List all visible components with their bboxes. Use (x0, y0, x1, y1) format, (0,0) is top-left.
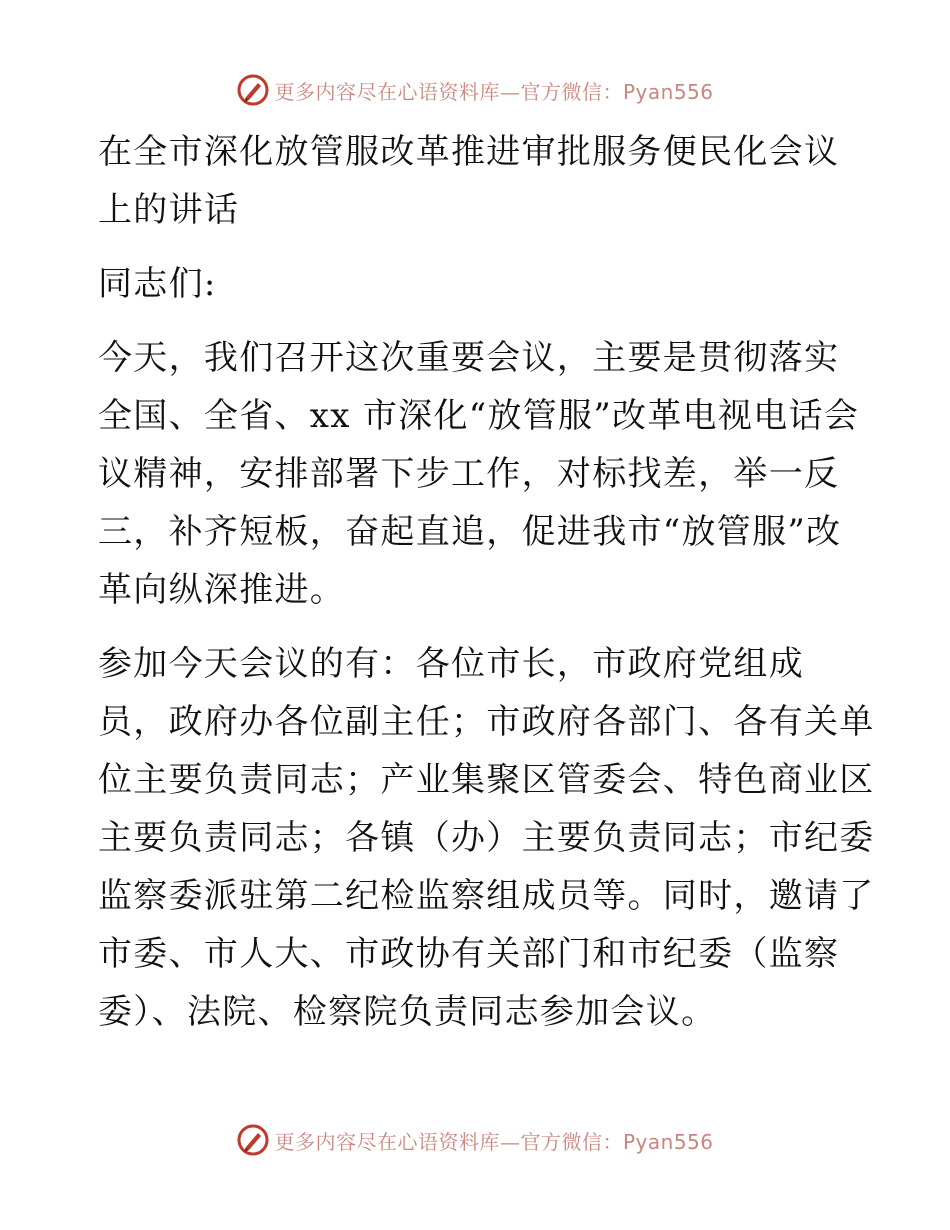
paragraph-line: 参加今天会议的有：各位市长，市政府党组成 (98, 644, 804, 684)
salutation: 同志们: (98, 264, 217, 304)
wechat-account: Pyan556 (622, 1129, 714, 1154)
title-line-1: 在全市深化放管服改革推进审批服务便民化会议 (98, 132, 840, 172)
footer-banner (0, 1120, 950, 1160)
paragraph-line: 市委、市人大、市政协有关部门和市纪委（监察 (98, 934, 840, 974)
wechat-account: Pyan556 (622, 79, 714, 104)
banner-text: 更多内容尽在心语资料库—官方微信：Pyan556 (274, 79, 714, 104)
paragraph-1 (98, 329, 858, 619)
paragraph-line: 主要负责同志；各镇（办）主要负责同志；市纪委 (98, 818, 875, 858)
paragraph-line: 委）、法院、检察院负责同志参加会议。 (98, 992, 717, 1032)
header-banner (0, 70, 950, 110)
pen-logo-icon (236, 73, 270, 107)
title-line-2: 上的讲话 (98, 190, 240, 230)
paragraph-line: 议精神，安排部署下步工作，对标找差，举一反 (98, 454, 840, 494)
paragraph-line: 三，补齐短板，奋起直追，促进我市“放管服”改 (98, 512, 842, 552)
banner-text: 更多内容尽在心语资料库—官方微信：Pyan556 (274, 1129, 714, 1154)
paragraph-line: 员，政府办各位副主任；市政府各部门、各有关单 (98, 702, 875, 742)
paragraph-line: 监察委派驻第二纪检监察组成员等。同时，邀请了 (98, 876, 875, 916)
paragraph-line: 今天，我们召开这次重要会议，主要是贯彻落实 (98, 338, 840, 378)
pen-logo-icon (236, 1123, 270, 1157)
paragraph-line: 革向纵深推进。 (98, 570, 346, 610)
document-body (98, 123, 875, 1041)
paragraph-line: 位主要负责同志；产业集聚区管委会、特色商业区 (98, 760, 875, 800)
paragraph-2 (98, 635, 875, 1041)
paragraph-line: 全国、全省、xx 市深化“放管服”改革电视电话会 (98, 396, 860, 436)
